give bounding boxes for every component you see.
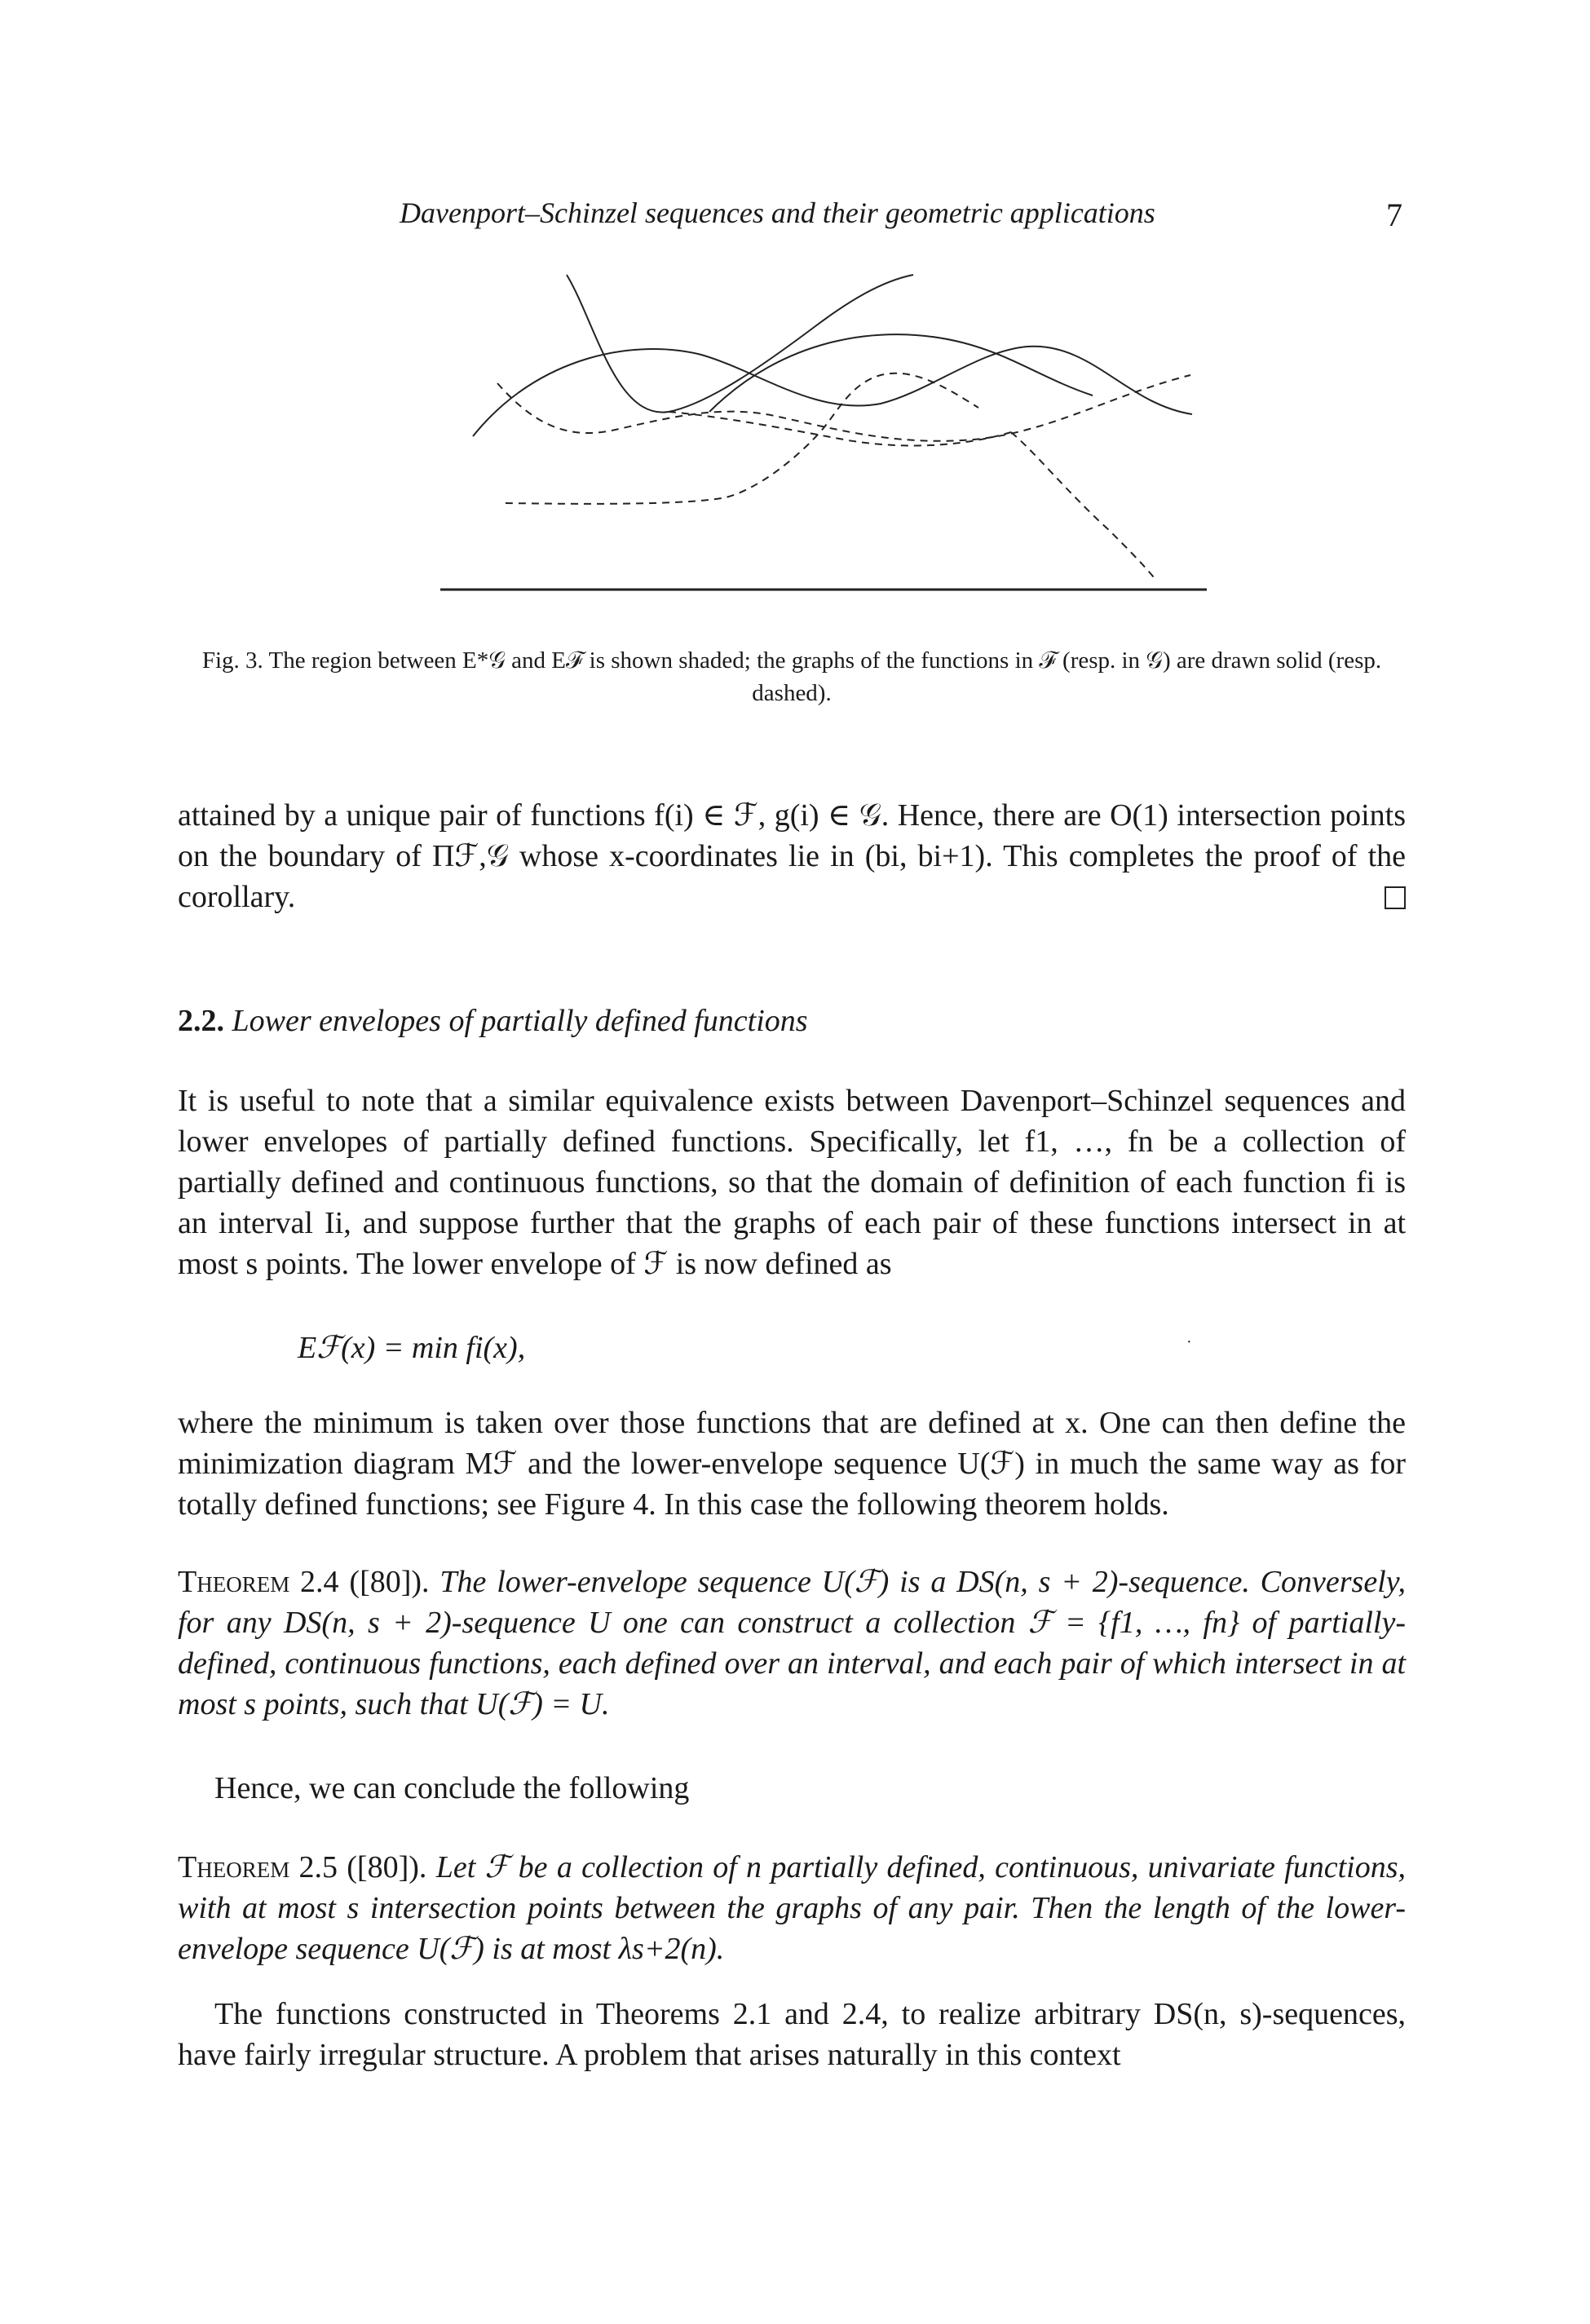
paragraph-1-text: attained by a unique pair of functions f(i) ∈ ℱ, g(i) ∈ 𝒢. Hence, there are O(1) intersection points on the boundary of Πℱ,𝒢 whose x-coordinates lie in (bi, bi+1). This completes the proof of the corollary.	[178, 798, 1406, 914]
dashed-curve-3	[506, 373, 978, 504]
dashed-curve-1	[497, 375, 1190, 441]
paragraph-5: The functions constructed in Theorems 2.1 and 2.4, to realize arbitrary DS(n, s)-sequences, have fairly irregular structure. A problem that arises naturally in this context	[178, 1997, 1406, 2072]
theorem-2-4-label: Theorem 2.4	[178, 1565, 339, 1599]
figure-caption: Fig. 3. The region between E*𝒢 and Eℱ is shown shaded; the graphs of the functions in ℱ (resp. in 𝒢) are drawn solid (resp. dashed).	[201, 647, 1382, 706]
theorem-2-5-body: Let ℱ be a collection of n partially defined, continuous, univariate functions, with at most s intersection points between the graphs of any pair. Then the length of the lower-envelope sequence U(ℱ) is at most λs+2(n).	[178, 1850, 1406, 1966]
paragraph-3: where the minimum is taken over those functions that are defined at x. One can then define the minimization diagram Mℱ and the lower-envelope sequence U(ℱ) in much the same way as for totally defined functions; see Figure 4. In this case the following theorem holds.	[178, 1406, 1406, 1522]
theorem-2-4	[178, 1562, 1406, 1725]
paragraph-1	[178, 795, 1406, 917]
figure-3	[391, 265, 1207, 591]
theorem-2-4-body: The lower-envelope sequence U(ℱ) is a DS(n, s + 2)-sequence. Conversely, for any DS(n, s + 2)-sequence U one can construct a collection ℱ = {f1, …, fn} of partially-defined, continuous functions, each defined over an interval, and each pair of which intersect in at most s points, such that U(ℱ) = U.	[178, 1565, 1407, 1721]
page-number: 7	[1386, 197, 1402, 233]
theorem-2-5	[178, 1847, 1406, 1969]
solid-curve-2	[473, 347, 1192, 436]
theorem-2-5-ref: ([80]).	[347, 1850, 427, 1884]
section-title: Lower envelopes of partially defined functions	[232, 1004, 808, 1038]
stray-dot: ·	[1186, 1333, 1192, 1351]
section-number: 2.2.	[178, 1004, 224, 1038]
running-header: Davenport–Schinzel sequences and their geometric applications	[400, 197, 1155, 229]
paragraph-4: Hence, we can conclude the following	[214, 1771, 690, 1805]
qed-square-icon	[1385, 886, 1406, 909]
lower-envelope-formula: Eℱ(x) = min fi(x),	[298, 1331, 526, 1365]
solid-curve-1	[567, 275, 913, 413]
theorem-2-4-ref: ([80]).	[349, 1565, 430, 1599]
section-heading	[178, 1003, 808, 1039]
dashed-curve-4	[1011, 432, 1154, 577]
theorem-2-5-label: Theorem 2.5	[178, 1850, 338, 1884]
paragraph-2: It is useful to note that a similar equivalence exists between Davenport–Schinzel sequences and lower envelopes of partially defined functions. Specifically, let f1, …, fn be a collection of partially defined and continuous functions, so that the domain of definition of each function fi is an interval Ii, and suppose further that the graphs of each pair of these functions intersect in at most s points. The lower envelope of ℱ is now defined as	[178, 1084, 1406, 1281]
